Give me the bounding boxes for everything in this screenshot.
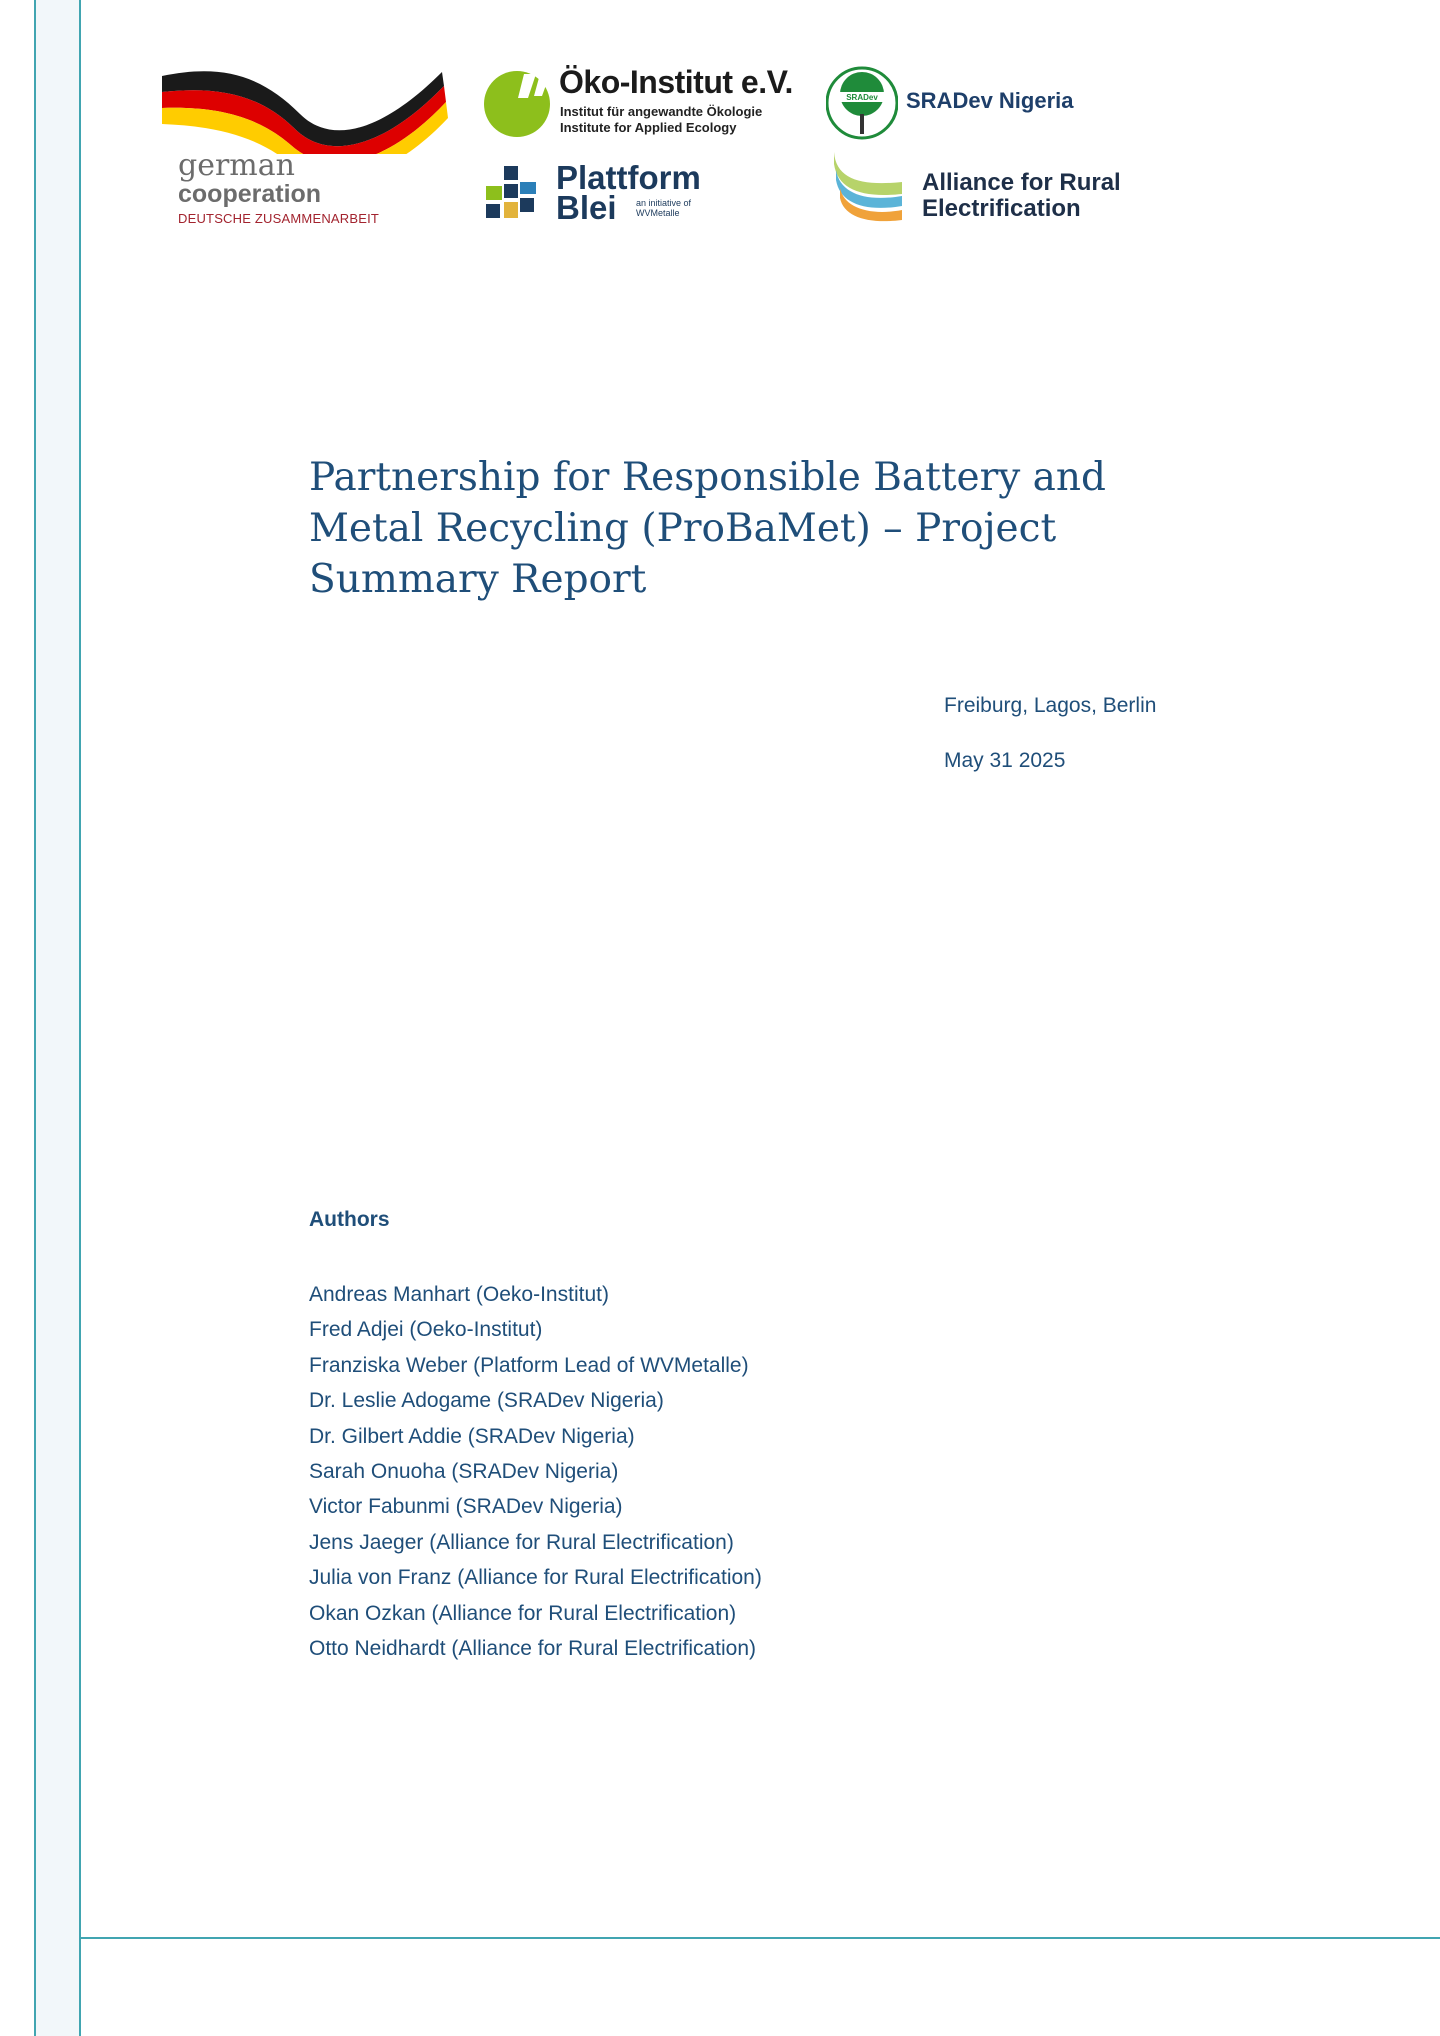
author-item: Dr. Gilbert Addie (SRADev Nigeria) <box>309 1424 635 1448</box>
oeko-institut-line2: Institut für angewandte Ökologie <box>560 104 763 119</box>
author-item: Otto Neidhardt (Alliance for Rural Electrification) <box>309 1637 757 1661</box>
oeko-institut-name: Öko-Institut e.V. <box>559 64 793 100</box>
author-item: Julia von Franz (Alliance for Rural Electrification) <box>309 1566 762 1590</box>
plattform-blei-mark-icon <box>484 164 546 222</box>
author-item: Dr. Leslie Adogame (SRADev Nigeria) <box>309 1389 664 1413</box>
german-cooperation-logo <box>160 64 460 234</box>
plattform-blei-logo <box>484 160 774 226</box>
author-item: Jens Jaeger (Alliance for Rural Electrification) <box>309 1530 734 1554</box>
oeko-leaf-icon <box>484 68 554 138</box>
author-item: Andreas Manhart (Oeko-Institut) <box>309 1283 609 1306</box>
alliance-rural-electrification-logo <box>832 150 1142 226</box>
german-cooperation-line2: cooperation <box>178 180 322 208</box>
alliance-line2: Electrification <box>922 195 1081 222</box>
oeko-institut-logo <box>482 64 812 144</box>
sradev-tree-seal-icon <box>826 64 898 142</box>
oeko-institut-line3: Institute for Applied Ecology <box>560 120 737 135</box>
bottom-rule <box>81 1937 1440 1939</box>
report-title: Partnership for Responsible Battery and Metal Recycling (ProBaMet) – Project Summary Report <box>309 455 1106 602</box>
author-item: Franziska Weber (Platform Lead of WVMetalle) <box>309 1353 749 1377</box>
alliance-line1: Alliance for Rural <box>922 169 1121 196</box>
authors-heading: Authors <box>309 1208 390 1231</box>
sradev-name: SRADev Nigeria <box>906 88 1074 113</box>
german-flag-ribbon-icon <box>160 64 460 154</box>
sradev-seal-text: SRADev <box>846 93 878 102</box>
author-item: Okan Ozkan (Alliance for Rural Electrification) <box>309 1601 737 1625</box>
report-date: May 31 2025 <box>944 749 1066 772</box>
plattform-blei-tagline: an initiative of WVMetalle <box>636 198 692 218</box>
german-cooperation-line3: DEUTSCHE ZUSAMMENARBEIT <box>178 211 380 226</box>
plattform-blei-line1: Plattform <box>556 159 701 196</box>
sradev-logo <box>826 64 1086 144</box>
german-cooperation-line1: german <box>178 148 295 183</box>
report-place: Freiburg, Lagos, Berlin <box>944 694 1157 717</box>
author-item: Sarah Onuoha (SRADev Nigeria) <box>309 1460 619 1484</box>
plattform-blei-line2: Blei <box>556 189 617 226</box>
authors-list <box>309 1277 762 1666</box>
side-bar <box>34 0 81 2036</box>
author-item: Fred Adjei (Oeko-Institut) <box>309 1318 543 1342</box>
alliance-waves-icon <box>832 150 904 224</box>
author-item: Victor Fabunmi (SRADev Nigeria) <box>309 1495 623 1519</box>
